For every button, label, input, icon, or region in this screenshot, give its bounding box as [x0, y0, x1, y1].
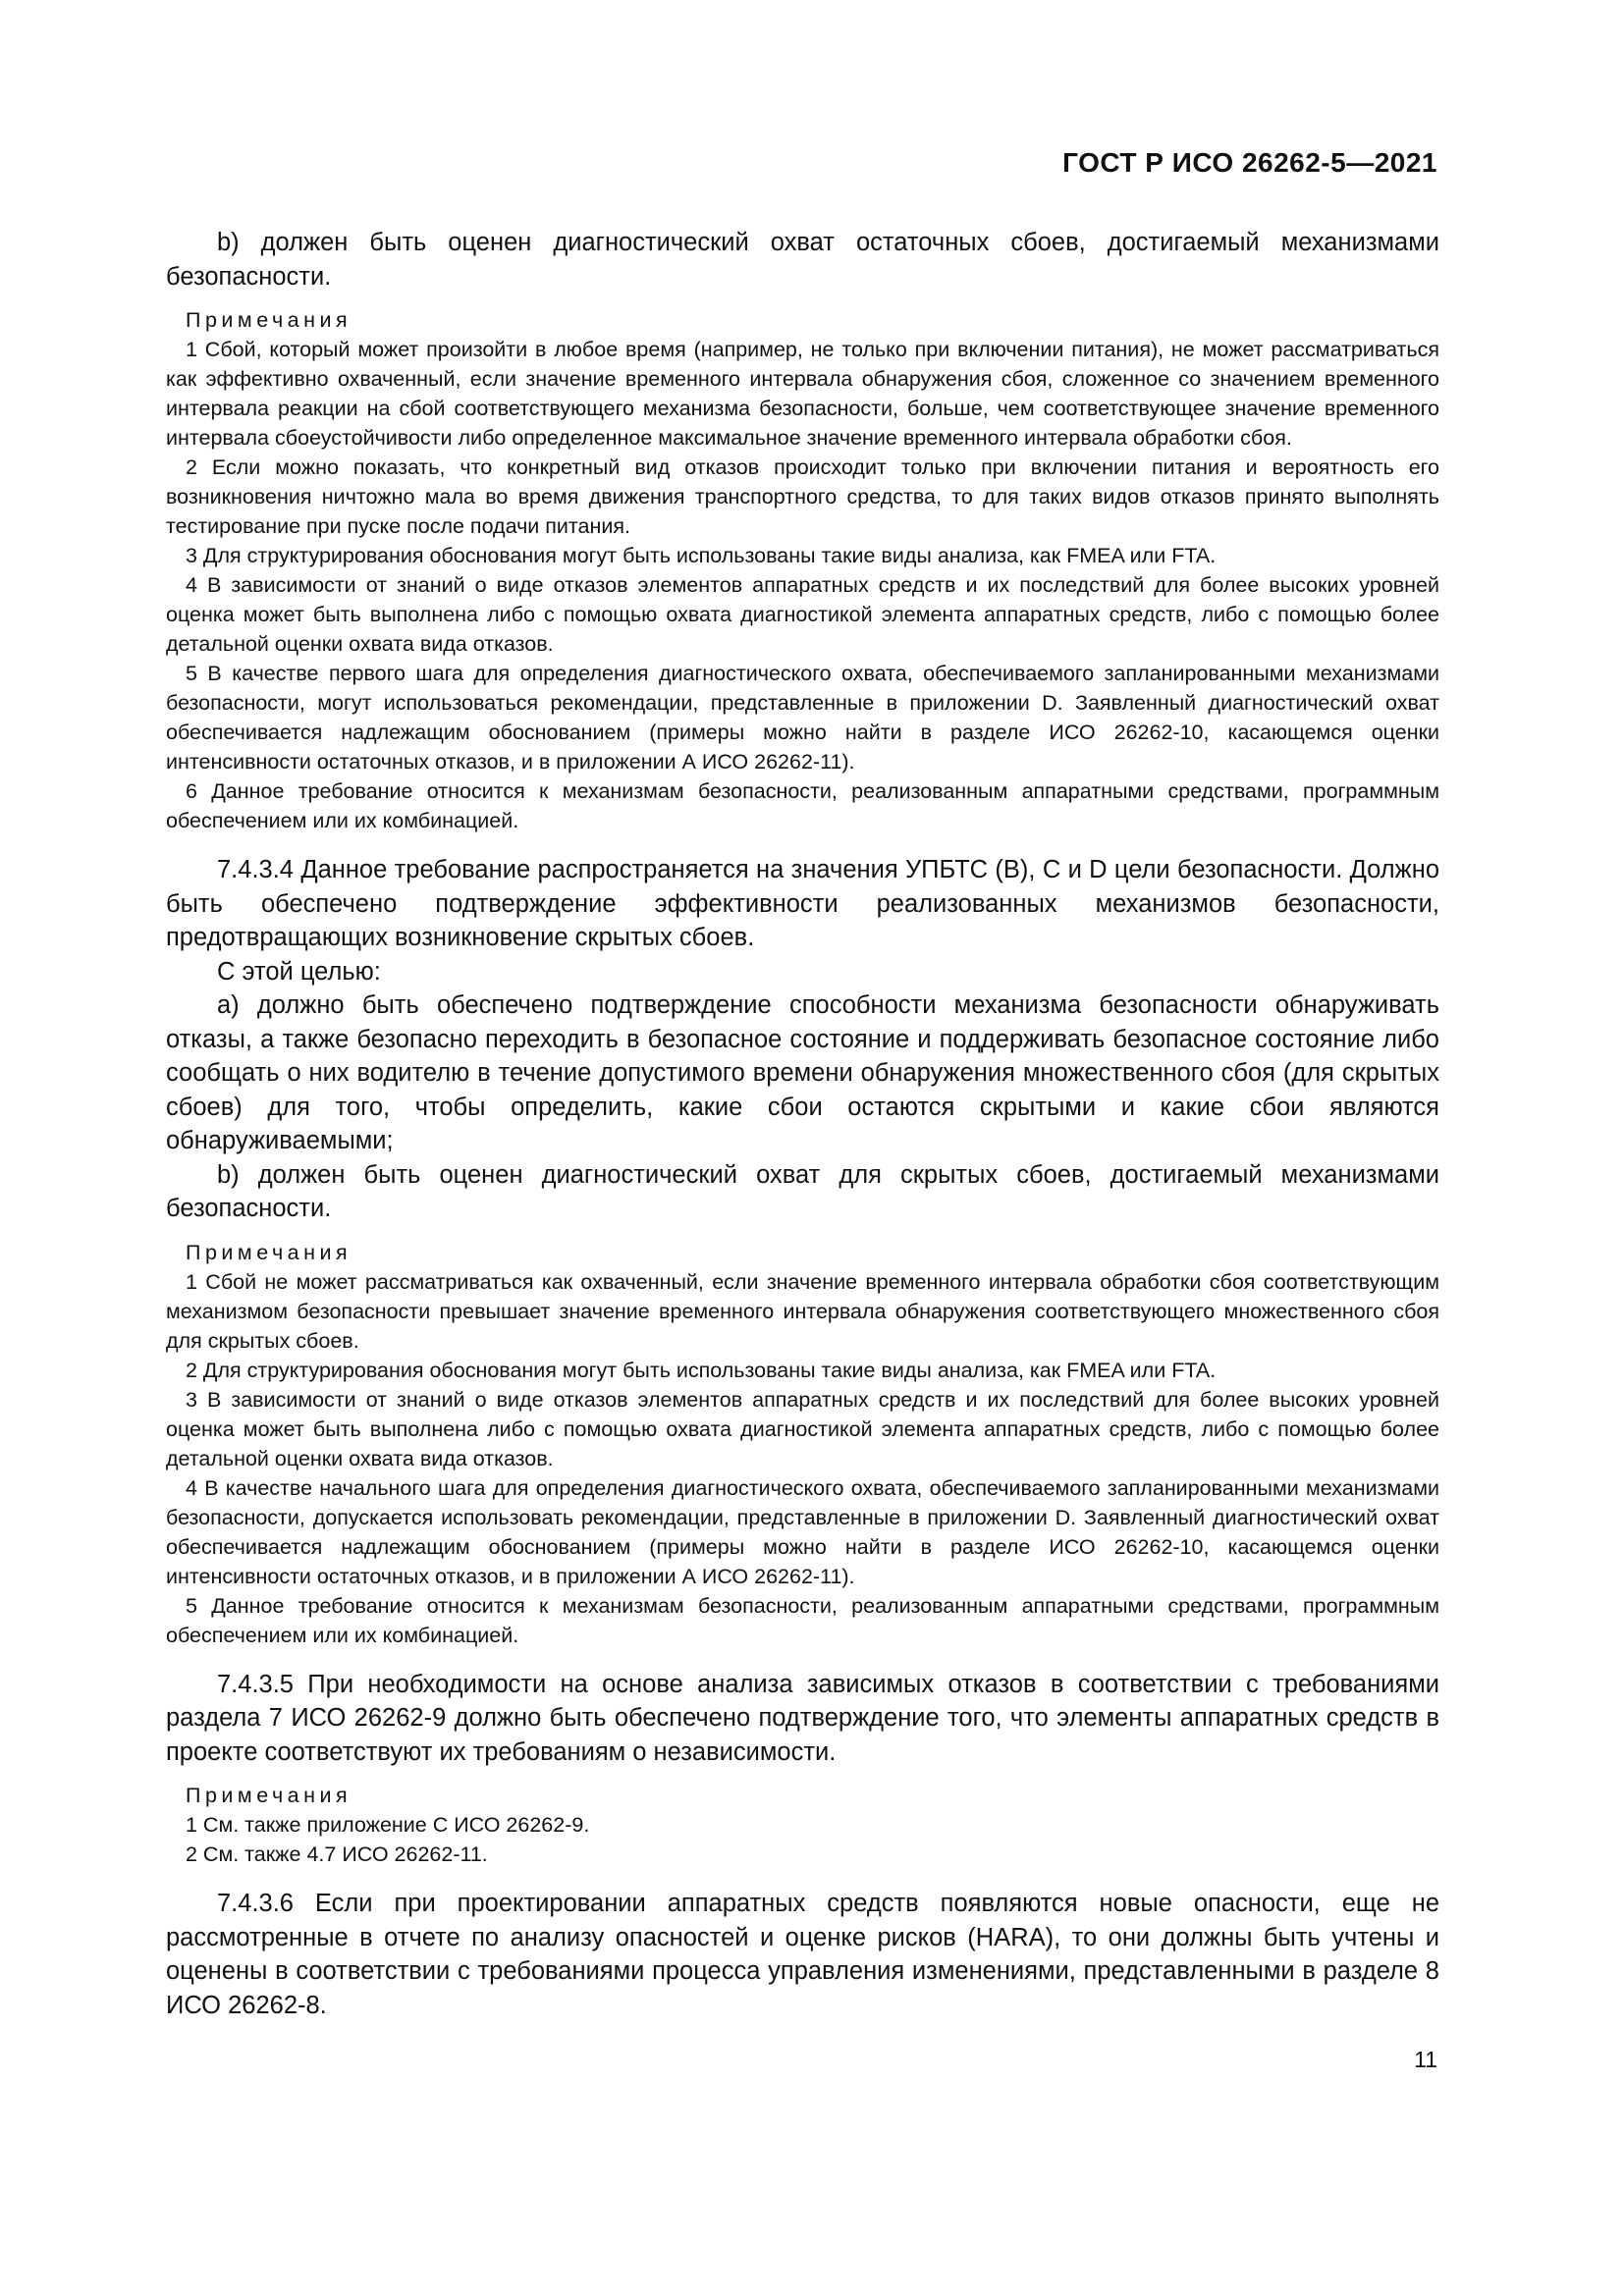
- notes-heading: Примечания: [186, 1784, 352, 1807]
- note-item: 1 Сбой, который может произойти в любое время (например, не только при включении питания), не может рассматриваться как эффективно охваченный, если значение временного интервала обнаружения сбоя, сложенное со значением временного интервала реакции на сбой соответствующего механизма безопасности, больше, чем соответствующее значение временного интервала сбоеустойчивости либо определенное максимальное значение временного интервала обработки сбоя.: [166, 338, 1439, 450]
- note-item: 2 См. также 4.7 ИСО 26262-11.: [186, 1842, 488, 1866]
- paragraph: С этой целью:: [217, 957, 381, 986]
- note-item: 2 Если можно показать, что конкретный вид отказов происходит только при включении питания и вероятность его возникновения ничтожно мала во время движения транспортного средства, то для таких видов отказов принято выполнять тестирование при пуске после подачи питания.: [166, 455, 1439, 538]
- note-item: 5 Данное требование относится к механизмам безопасности, реализованным аппаратными средствами, программным обеспечением или их комбинацией.: [166, 1593, 1439, 1647]
- note-item: 6 Данное требование относится к механизмам безопасности, реализованным аппаратными средствами, программным обеспечением или их комбинацией.: [166, 779, 1439, 832]
- clause-7-4-3-4: 7.4.3.4 Данное требование распространяется на значения УПБТС (В), С и D цели безопасности. Должно быть обеспечено подтверждение эффективности реализованных механизмов безопасности, предотвращающих возникновение скрытых сбоев.: [166, 856, 1439, 951]
- notes-heading: Примечания: [186, 1240, 352, 1264]
- note-item: 1 См. также приложение С ИСО 26262-9.: [186, 1813, 590, 1837]
- note-item: 3 В зависимости от знаний о виде отказов элементов аппаратных средств и их последствий для более высоких уровней оценка может быть выполнена либо с помощью охвата диагностикой элемента аппаратных средств, либо с помощью более детальной оценки охвата вида отказов.: [166, 1387, 1439, 1470]
- clause-7-4-3-6: 7.4.3.6 Если при проектировании аппаратных средств появляются новые опасности, еще не рассмотренные в отчете по анализу опасностей и оценке рисков (HARA), то они должны быть учтены и оценены в соответствии с требованиями процесса управления изменениями, представленными в разделе 8 ИСО 26262-8.: [166, 1890, 1439, 2019]
- document-body: [166, 226, 1439, 2022]
- note-item: 5 В качестве первого шага для определения диагностического охвата, обеспечиваемого запланированными механизмами безопасности, могут использоваться рекомендации, представленные в приложении D. Заявленный диагностический охват обеспечивается надлежащим обоснованием (примеры можно найти в разделе ИСО 26262-10, касающемся оценки интенсивности остаточных отказов, и в приложении А ИСО 26262-11).: [166, 662, 1439, 774]
- paragraph: b) должен быть оценен диагностический охват остаточных сбоев, достигаемый механизмами безопасности.: [166, 229, 1439, 291]
- paragraph: а) должно быть обеспечено подтверждение способности механизма безопасности обнаруживать отказы, а также безопасно переходить в безопасное состояние и поддерживать безопасное состояние либо сообщать о них водителю в течение допустимого времени обнаружения множественного сбоя (для скрытых сбоев) для того, чтобы определить, какие сбои остаются скрытыми и какие сбои являются обнаруживаемыми;: [166, 991, 1439, 1154]
- note-item: 2 Для структурирования обоснования могут быть использованы такие виды анализа, как FMEA или FTA.: [186, 1358, 1217, 1382]
- note-item: 3 Для структурирования обоснования могут быть использованы такие виды анализа, как FMEA или FTA.: [186, 544, 1217, 567]
- page-number: 11: [1414, 2047, 1437, 2072]
- notes-heading: Примечания: [186, 308, 352, 332]
- paragraph: b) должен быть оценен диагностический охват для скрытых сбоев, достигаемый механизмами безопасности.: [166, 1160, 1439, 1222]
- note-item: 4 В качестве начального шага для определения диагностического охвата, обеспечиваемого запланированными механизмами безопасности, допускается использовать рекомендации, представленные в приложении D. Заявленный диагностический охват обеспечивается надлежащим обоснованием (примеры можно найти в разделе ИСО 26262-10, касающемся оценки интенсивности остаточных отказов, и в приложении А ИСО 26262-11).: [166, 1475, 1439, 1588]
- note-item: 1 Сбой не может рассматриваться как охваченный, если значение временного интервала обработки сбоя соответствующим механизмом безопасности превышает значение временного интервала обнаружения соответствующего множественного сбоя для скрытых сбоев.: [166, 1269, 1439, 1353]
- document-code-header: ГОСТ Р ИСО 26262-5—2021: [1062, 147, 1437, 178]
- clause-7-4-3-5: 7.4.3.5 При необходимости на основе анализа зависимых отказов в соответствии с требованиями раздела 7 ИСО 26262-9 должно быть обеспечено подтверждение того, что элементы аппаратных средств в проекте соответствуют их требованиям о независимости.: [166, 1670, 1439, 1766]
- note-item: 4 В зависимости от знаний о виде отказов элементов аппаратных средств и их последствий для более высоких уровней оценка может быть выполнена либо с помощью охвата диагностикой элемента аппаратных средств, либо с помощью более детальной оценки охвата вида отказов.: [166, 573, 1439, 656]
